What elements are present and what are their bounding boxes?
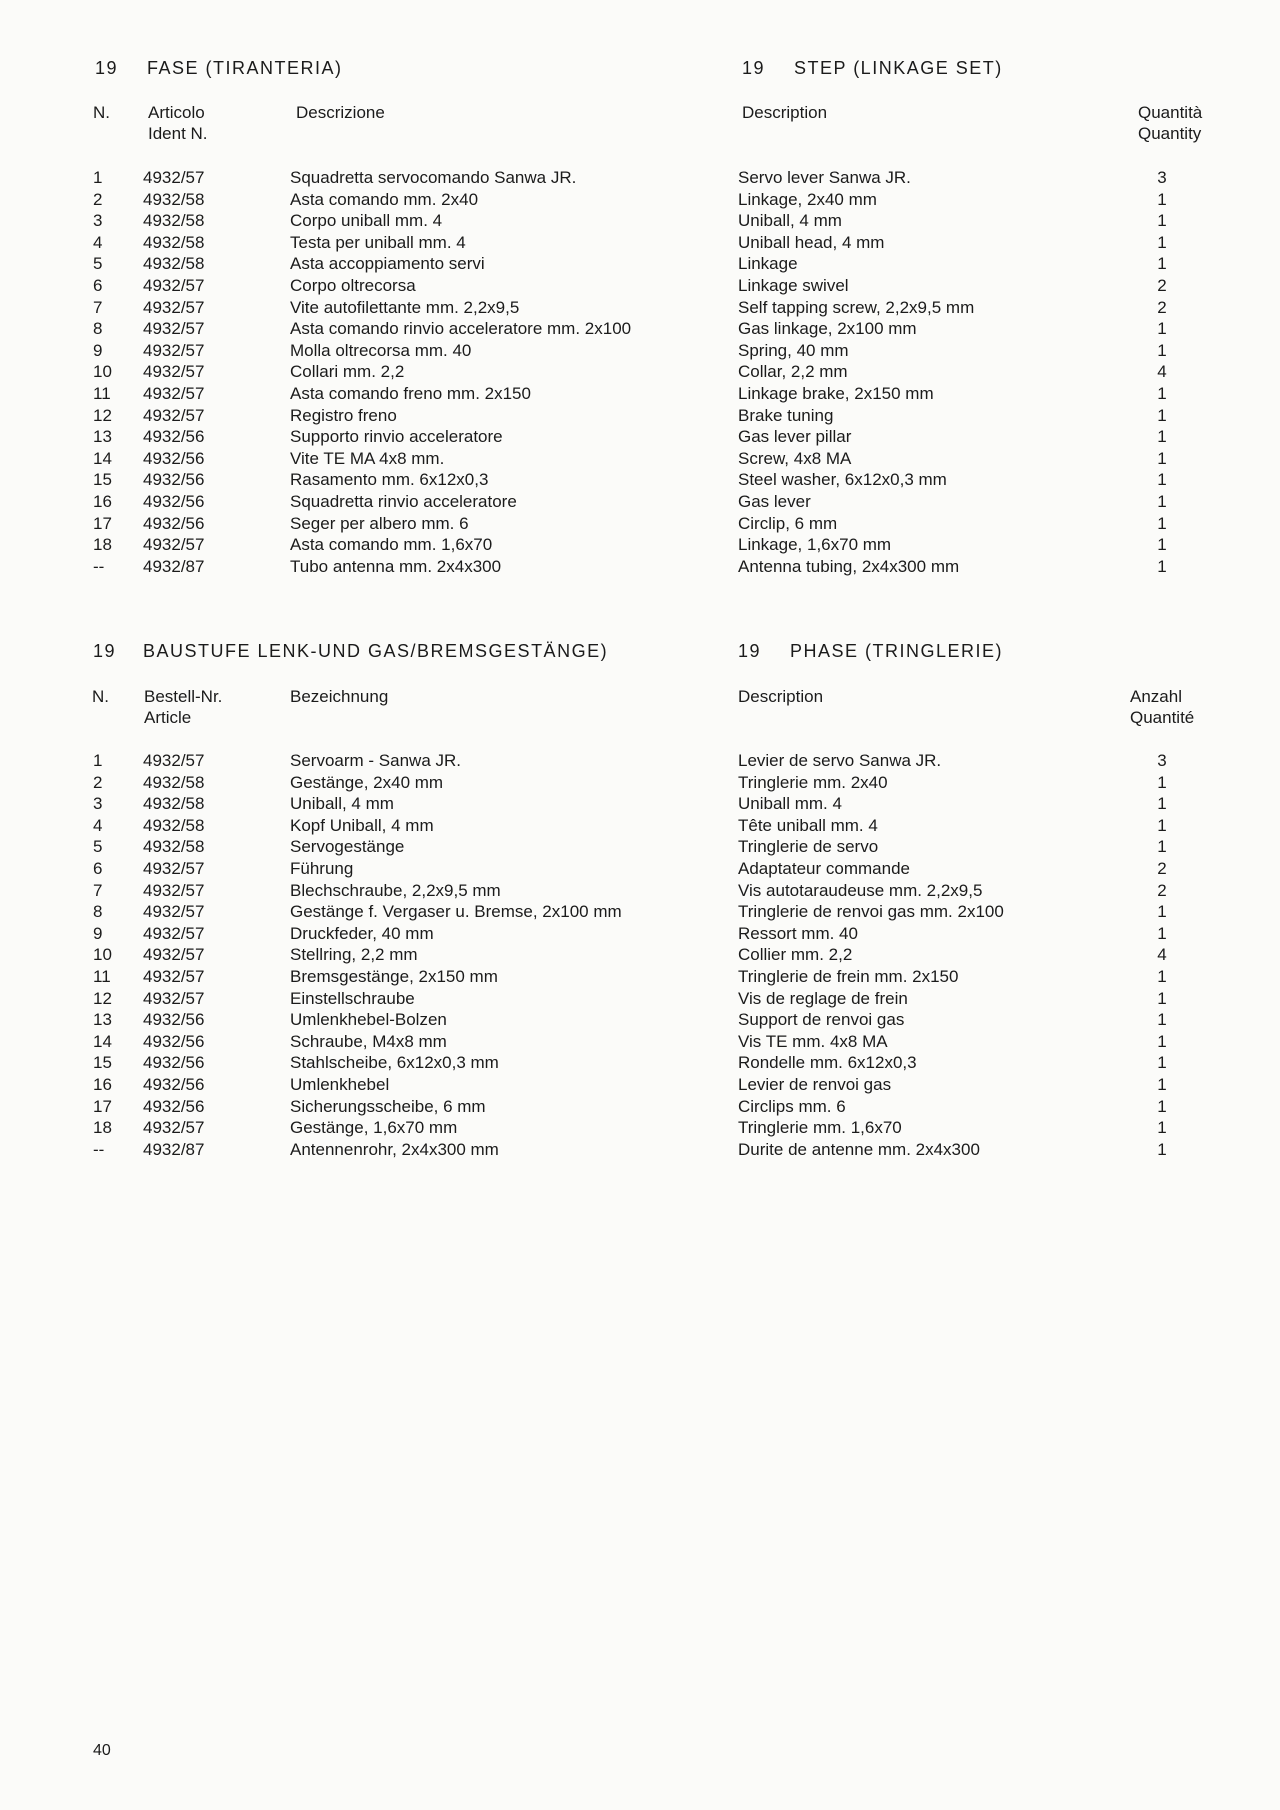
row-quantity: 2 (1157, 858, 1167, 878)
row-quantity: 1 (1157, 427, 1167, 447)
row-quantity: 1 (1157, 448, 1167, 468)
row-number: 17 (93, 1096, 112, 1116)
row-number: 8 (93, 319, 103, 339)
row-quantity: 1 (1157, 189, 1167, 209)
row-description-french: Support de renvoi gas (738, 1010, 905, 1030)
row-description-german: Umlenkhebel (290, 1074, 390, 1094)
row-number: 15 (93, 1053, 112, 1073)
table-row (0, 1009, 1280, 1031)
section-title-right (738, 641, 1003, 662)
table-row (0, 1031, 1280, 1053)
row-description-french: Tringlerie de renvoi gas mm. 2x100 (738, 902, 1004, 922)
row-number: 14 (93, 1031, 112, 1051)
row-description-french: Vis TE mm. 4x8 MA (738, 1031, 888, 1051)
row-quantity: 1 (1157, 988, 1167, 1008)
row-quantity: 1 (1157, 794, 1167, 814)
row-quantity: 1 (1157, 556, 1167, 576)
row-article: 4932/58 (143, 794, 205, 814)
header-description-italian: Descrizione (296, 103, 385, 122)
row-description-italian: Registro freno (290, 405, 397, 425)
row-description-italian: Asta comando mm. 2x40 (290, 189, 479, 209)
table-row (0, 340, 1280, 362)
table-row (0, 189, 1280, 211)
row-description-english: Self tapping screw, 2,2x9,5 mm (738, 297, 975, 317)
section-number: 19 (93, 641, 117, 661)
row-quantity: 1 (1157, 254, 1167, 274)
section-title-text: PHASE (TRINGLERIE) (790, 641, 1004, 661)
row-article: 4932/58 (143, 189, 205, 209)
row-quantity: 1 (1157, 1010, 1167, 1030)
row-quantity: 1 (1157, 815, 1167, 835)
table-row (0, 901, 1280, 923)
row-description-german: Stahlscheibe, 6x12x0,3 mm (290, 1053, 499, 1073)
row-description-english: Antenna tubing, 2x4x300 mm (738, 556, 960, 576)
row-number: 17 (93, 513, 112, 533)
row-description-german: Gestänge, 2x40 mm (290, 772, 444, 792)
row-description-english: Uniball head, 4 mm (738, 232, 885, 252)
row-description-french: Tringlerie mm. 1,6x70 (738, 1118, 902, 1138)
row-description-english: Gas lever (738, 491, 811, 511)
row-article: 4932/56 (143, 427, 205, 447)
row-number: 1 (93, 751, 103, 770)
row-article: 4932/57 (143, 923, 205, 943)
row-article: 4932/58 (143, 837, 205, 857)
row-description-italian: Supporto rinvio acceleratore (290, 427, 503, 447)
row-description-english: Screw, 4x8 MA (738, 448, 852, 468)
row-number: 18 (93, 535, 112, 555)
row-number: 12 (93, 405, 112, 425)
table-row (0, 1096, 1280, 1118)
table-row (0, 1139, 1280, 1161)
row-article: 4932/57 (143, 902, 205, 922)
row-quantity: 1 (1157, 966, 1167, 986)
row-description-english: Spring, 40 mm (738, 340, 849, 360)
row-article: 4932/56 (143, 1074, 205, 1094)
row-quantity: 1 (1157, 491, 1167, 511)
header-number: N. (93, 103, 110, 122)
row-description-french: Tête uniball mm. 4 (738, 815, 878, 835)
row-article: 4932/57 (143, 880, 205, 900)
row-article: 4932/58 (143, 815, 205, 835)
row-number: 16 (93, 1074, 112, 1094)
row-quantity: 2 (1157, 880, 1167, 900)
header-article-line1: Bestell-Nr. (144, 687, 223, 706)
row-number: 4 (93, 232, 103, 252)
row-article: 4932/57 (143, 362, 205, 382)
row-description-french: Tringlerie de frein mm. 2x150 (738, 966, 959, 986)
table-row (0, 491, 1280, 513)
row-quantity: 4 (1157, 945, 1167, 965)
row-number: 3 (93, 211, 103, 231)
row-description-english: Brake tuning (738, 405, 834, 425)
row-number: 3 (93, 794, 103, 814)
section-title-text: FASE (TIRANTERIA) (147, 58, 343, 78)
table-row (0, 513, 1280, 535)
row-quantity: 1 (1157, 383, 1167, 403)
row-quantity: 1 (1157, 340, 1167, 360)
row-description-german: Uniball, 4 mm (290, 794, 394, 814)
row-number: 2 (93, 772, 103, 792)
table-row (0, 167, 1280, 189)
row-description-english: Linkage brake, 2x150 mm (738, 383, 934, 403)
header-article (144, 686, 222, 728)
row-article: 4932/87 (143, 556, 205, 576)
header-quantity-line2: Quantité (1130, 708, 1195, 727)
row-quantity: 1 (1157, 1031, 1167, 1051)
row-description-italian: Tubo antenna mm. 2x4x300 (290, 556, 502, 576)
row-description-german: Servoarm - Sanwa JR. (290, 751, 461, 770)
row-description-italian: Squadretta servocomando Sanwa JR. (290, 168, 577, 187)
table-row (0, 988, 1280, 1010)
row-description-german: Gestänge f. Vergaser u. Bremse, 2x100 mm (290, 902, 622, 922)
section-title-text: BAUSTUFE LENK-UND GAS/BREMSGESTÄNGE) (143, 641, 609, 661)
row-description-english: Collar, 2,2 mm (738, 362, 848, 382)
row-description-english: Gas linkage, 2x100 mm (738, 319, 917, 339)
row-article: 4932/57 (143, 275, 205, 295)
row-description-french: Adaptateur commande (738, 858, 910, 878)
parts-table (0, 750, 1280, 1160)
row-description-english: Linkage (738, 254, 798, 274)
table-row (0, 448, 1280, 470)
table-row (0, 923, 1280, 945)
row-number: 7 (93, 880, 103, 900)
row-description-french: Durite de antenne mm. 2x4x300 (738, 1139, 980, 1159)
header-article (148, 102, 208, 144)
row-description-english: Linkage swivel (738, 275, 849, 295)
row-description-french: Vis de reglage de frein (738, 988, 908, 1008)
row-description-italian: Asta comando mm. 1,6x70 (290, 535, 493, 555)
row-description-german: Stellring, 2,2 mm (290, 945, 418, 965)
row-number: 7 (93, 297, 103, 317)
row-description-german: Schraube, M4x8 mm (290, 1031, 447, 1051)
row-article: 4932/58 (143, 211, 205, 231)
row-description-french: Tringlerie de servo (738, 837, 879, 857)
row-article: 4932/56 (143, 448, 205, 468)
row-description-french: Uniball mm. 4 (738, 794, 842, 814)
row-description-french: Vis autotaraudeuse mm. 2,2x9,5 (738, 880, 983, 900)
row-description-german: Kopf Uniball, 4 mm (290, 815, 434, 835)
row-description-italian: Corpo oltrecorsa (290, 275, 416, 295)
row-article: 4932/56 (143, 1010, 205, 1030)
row-description-german: Blechschraube, 2,2x9,5 mm (290, 880, 501, 900)
table-row (0, 318, 1280, 340)
row-description-german: Einstellschraube (290, 988, 415, 1008)
row-description-english: Linkage, 2x40 mm (738, 189, 877, 209)
row-description-italian: Vite TE MA 4x8 mm. (290, 448, 445, 468)
row-description-italian: Asta comando rinvio acceleratore mm. 2x100 (290, 319, 632, 339)
row-article: 4932/58 (143, 254, 205, 274)
row-description-french: Ressort mm. 40 (738, 923, 858, 943)
table-row (0, 297, 1280, 319)
row-article: 4932/56 (143, 1031, 205, 1051)
row-description-french: Levier de servo Sanwa JR. (738, 751, 942, 770)
row-description-french: Circlips mm. 6 (738, 1096, 846, 1116)
row-quantity: 1 (1157, 1074, 1167, 1094)
row-article: 4932/58 (143, 232, 205, 252)
header-quantity-line1: Quantità (1138, 103, 1203, 122)
row-description-english: Gas lever pillar (738, 427, 852, 447)
table-row (0, 1052, 1280, 1074)
table-row (0, 426, 1280, 448)
row-quantity: 2 (1157, 275, 1167, 295)
row-description-french: Tringlerie mm. 2x40 (738, 772, 888, 792)
section-title-text: STEP (LINKAGE SET) (794, 58, 1003, 78)
row-description-german: Druckfeder, 40 mm (290, 923, 434, 943)
row-article: 4932/57 (143, 168, 205, 187)
row-number: 11 (93, 383, 111, 403)
row-quantity: 1 (1157, 211, 1167, 231)
row-article: 4932/57 (143, 988, 205, 1008)
page-number: 40 (93, 1742, 111, 1759)
row-article: 4932/57 (143, 340, 205, 360)
row-number: 6 (93, 858, 103, 878)
row-number: 9 (93, 340, 103, 360)
row-article: 4932/56 (143, 470, 205, 490)
row-number: 15 (93, 470, 112, 490)
row-number: 2 (93, 189, 103, 209)
table-row (0, 232, 1280, 254)
table-row (0, 750, 1280, 772)
table-row (0, 815, 1280, 837)
row-number: 12 (93, 988, 112, 1008)
header-article-line2: Article (144, 708, 192, 727)
header-quantity-line1: Anzahl (1130, 687, 1182, 706)
section-title-left (95, 58, 343, 79)
section-number: 19 (95, 58, 119, 78)
row-article: 4932/56 (143, 513, 205, 533)
header-article-line1: Articolo (148, 103, 205, 122)
table-row (0, 469, 1280, 491)
header-article-line2: Ident N. (148, 124, 208, 143)
row-number: 8 (93, 902, 103, 922)
row-quantity: 2 (1157, 297, 1167, 317)
table-row (0, 556, 1280, 578)
row-number: -- (93, 556, 105, 576)
row-description-italian: Squadretta rinvio acceleratore (290, 491, 517, 511)
row-quantity: 4 (1157, 362, 1167, 382)
row-quantity: 1 (1157, 535, 1167, 555)
row-description-french: Levier de renvoi gas (738, 1074, 892, 1094)
row-quantity: 1 (1157, 232, 1167, 252)
header-number: N. (92, 687, 109, 706)
header-quantity-line2: Quantity (1138, 124, 1202, 143)
row-article: 4932/57 (143, 383, 205, 403)
row-quantity: 1 (1157, 1139, 1167, 1159)
row-number: 1 (93, 168, 103, 187)
table-row (0, 1074, 1280, 1096)
table-row (0, 405, 1280, 427)
row-description-italian: Corpo uniball mm. 4 (290, 211, 443, 231)
row-number: 13 (93, 1010, 112, 1030)
table-row (0, 1117, 1280, 1139)
row-quantity: 3 (1157, 751, 1167, 770)
row-number: 14 (93, 448, 112, 468)
header-description-german: Bezeichnung (290, 687, 389, 706)
row-description-italian: Rasamento mm. 6x12x0,3 (290, 470, 489, 490)
row-description-italian: Collari mm. 2,2 (290, 362, 405, 382)
row-number: 9 (93, 923, 103, 943)
row-article: 4932/57 (143, 858, 205, 878)
row-description-english: Circlip, 6 mm (738, 513, 838, 533)
row-quantity: 3 (1157, 168, 1167, 187)
header-description-english: Description (742, 103, 828, 122)
table-row (0, 944, 1280, 966)
row-article: 4932/57 (143, 319, 205, 339)
row-description-french: Rondelle mm. 6x12x0,3 (738, 1053, 917, 1073)
section-number: 19 (742, 58, 766, 78)
row-description-italian: Vite autofilettante mm. 2,2x9,5 (290, 297, 520, 317)
section-title-right (742, 58, 1003, 79)
row-description-german: Antennenrohr, 2x4x300 mm (290, 1139, 499, 1159)
row-article: 4932/87 (143, 1139, 205, 1159)
row-description-italian: Seger per albero mm. 6 (290, 513, 469, 533)
row-description-german: Bremsgestänge, 2x150 mm (290, 966, 498, 986)
row-description-english: Steel washer, 6x12x0,3 mm (738, 470, 947, 490)
row-number: 10 (93, 362, 112, 382)
row-quantity: 1 (1157, 923, 1167, 943)
row-article: 4932/58 (143, 772, 205, 792)
row-description-german: Führung (290, 858, 354, 878)
table-row (0, 534, 1280, 556)
row-number: 10 (93, 945, 112, 965)
row-description-italian: Testa per uniball mm. 4 (290, 232, 466, 252)
row-number: 16 (93, 491, 112, 511)
row-description-english: Uniball, 4 mm (738, 211, 842, 231)
row-description-italian: Asta comando freno mm. 2x150 (290, 383, 531, 403)
section-title-left (93, 641, 608, 662)
table-row (0, 966, 1280, 988)
row-description-german: Umlenkhebel-Bolzen (290, 1010, 447, 1030)
row-number: 5 (93, 837, 103, 857)
row-quantity: 1 (1157, 837, 1167, 857)
row-quantity: 1 (1157, 319, 1167, 339)
row-article: 4932/57 (143, 1118, 205, 1138)
row-number: 4 (93, 815, 103, 835)
row-quantity: 1 (1157, 470, 1167, 490)
table-row (0, 275, 1280, 297)
row-number: 11 (93, 966, 111, 986)
row-number: 18 (93, 1118, 112, 1138)
row-quantity: 1 (1157, 1096, 1167, 1116)
row-description-german: Servogestänge (290, 837, 405, 857)
parts-table (0, 167, 1280, 577)
row-description-german: Gestänge, 1,6x70 mm (290, 1118, 458, 1138)
row-quantity: 1 (1157, 772, 1167, 792)
header-description-french: Description (738, 687, 824, 706)
row-description-italian: Asta accoppiamento servi (290, 254, 485, 274)
row-description-german: Sicherungsscheibe, 6 mm (290, 1096, 486, 1116)
row-description-english: Servo lever Sanwa JR. (738, 168, 911, 187)
row-number: 6 (93, 275, 103, 295)
row-article: 4932/56 (143, 491, 205, 511)
row-number: 13 (93, 427, 112, 447)
row-article: 4932/57 (143, 297, 205, 317)
row-quantity: 1 (1157, 405, 1167, 425)
table-row (0, 836, 1280, 858)
table-row (0, 361, 1280, 383)
table-row (0, 880, 1280, 902)
header-quantity (1130, 686, 1194, 728)
header-quantity (1138, 102, 1202, 144)
row-article: 4932/57 (143, 945, 205, 965)
row-quantity: 1 (1157, 902, 1167, 922)
table-row (0, 793, 1280, 815)
row-description-italian: Molla oltrecorsa mm. 40 (290, 340, 472, 360)
row-quantity: 1 (1157, 1053, 1167, 1073)
row-article: 4932/57 (143, 405, 205, 425)
row-article: 4932/57 (143, 966, 205, 986)
row-article: 4932/56 (143, 1053, 205, 1073)
section-number: 19 (738, 641, 762, 661)
table-row (0, 210, 1280, 232)
table-row (0, 383, 1280, 405)
row-description-english: Linkage, 1,6x70 mm (738, 535, 892, 555)
row-article: 4932/57 (143, 751, 205, 770)
row-number: -- (93, 1139, 105, 1159)
table-row (0, 253, 1280, 275)
row-number: 5 (93, 254, 103, 274)
row-description-french: Collier mm. 2,2 (738, 945, 853, 965)
row-article: 4932/56 (143, 1096, 205, 1116)
table-row (0, 858, 1280, 880)
row-quantity: 1 (1157, 513, 1167, 533)
table-row (0, 772, 1280, 794)
row-article: 4932/57 (143, 535, 205, 555)
row-quantity: 1 (1157, 1118, 1167, 1138)
